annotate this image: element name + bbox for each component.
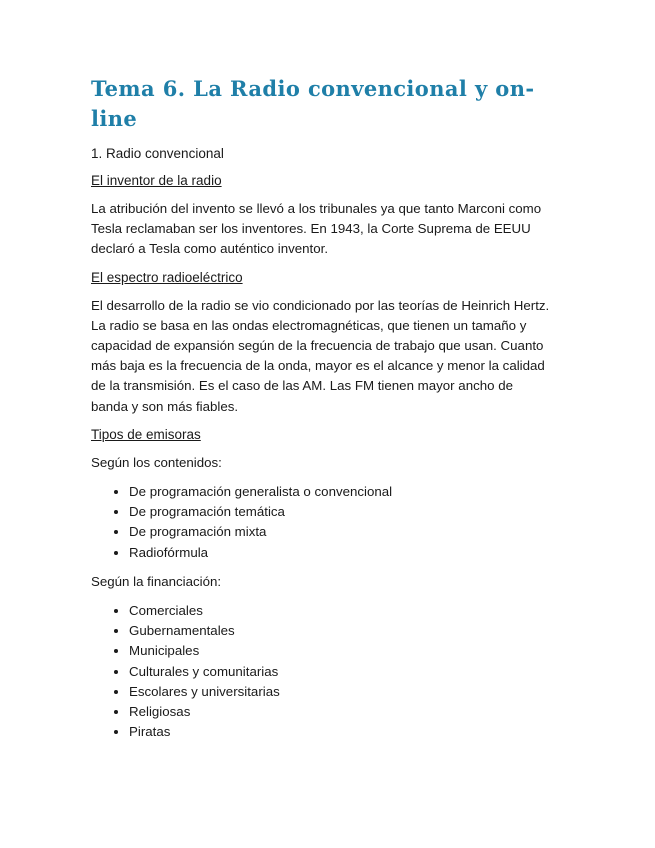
subheading-inventor: El inventor de la radio [91, 173, 222, 188]
document-content [91, 74, 551, 742]
list-item: • Piratas [129, 722, 551, 742]
list-item: • De programación temática [129, 502, 551, 522]
list-item: • Municipales [129, 641, 551, 661]
list-item: • De programación generalista o convencional [129, 482, 551, 502]
list-item: • Escolares y universitarias [129, 682, 551, 702]
page-title: Tema 6. La Radio convencional y on-line [91, 76, 535, 131]
list-financiacion [91, 601, 551, 742]
list-item: • Culturales y comunitarias [129, 662, 551, 682]
list-item: • Comerciales [129, 601, 551, 621]
subheading-tipos: Tipos de emisoras [91, 426, 201, 442]
paragraph-inventor: La atribución del invento se llevó a los tribunales ya que tanto Marconi como Tesla reclamaban ser los inventores. En 1943, la Corte Suprema de EEUU declaró a Tesla como auténtico inventor. [91, 201, 542, 257]
list-item: • Radiofórmula [129, 543, 551, 563]
list-contenidos [91, 482, 551, 563]
section-heading: 1. Radio convencional [91, 146, 224, 161]
list-item: • De programación mixta [129, 522, 551, 542]
paragraph-espectro: El desarrollo de la radio se vio condicionado por las teorías de Heinrich Hertz. La radio se basa en las ondas electromagnéticas, que tienen un tamaño y capacidad de expansión según de la frecuencia de trabajo que usan. Cuanto más baja es la frecuencia de la onda, mayor es el alcance y menor la calidad de la transmisión. Es el caso de las AM. Las FM tienen mayor ancho de banda y son más fiables. [91, 297, 550, 414]
list-item: • Gubernamentales [129, 621, 551, 641]
label-contenidos: Según los contenidos: [91, 454, 222, 470]
subheading-espectro: El espectro radioeléctrico [91, 269, 243, 285]
list-item: • Religiosas [129, 702, 551, 722]
label-financiacion: Según la financiación: [91, 573, 222, 589]
